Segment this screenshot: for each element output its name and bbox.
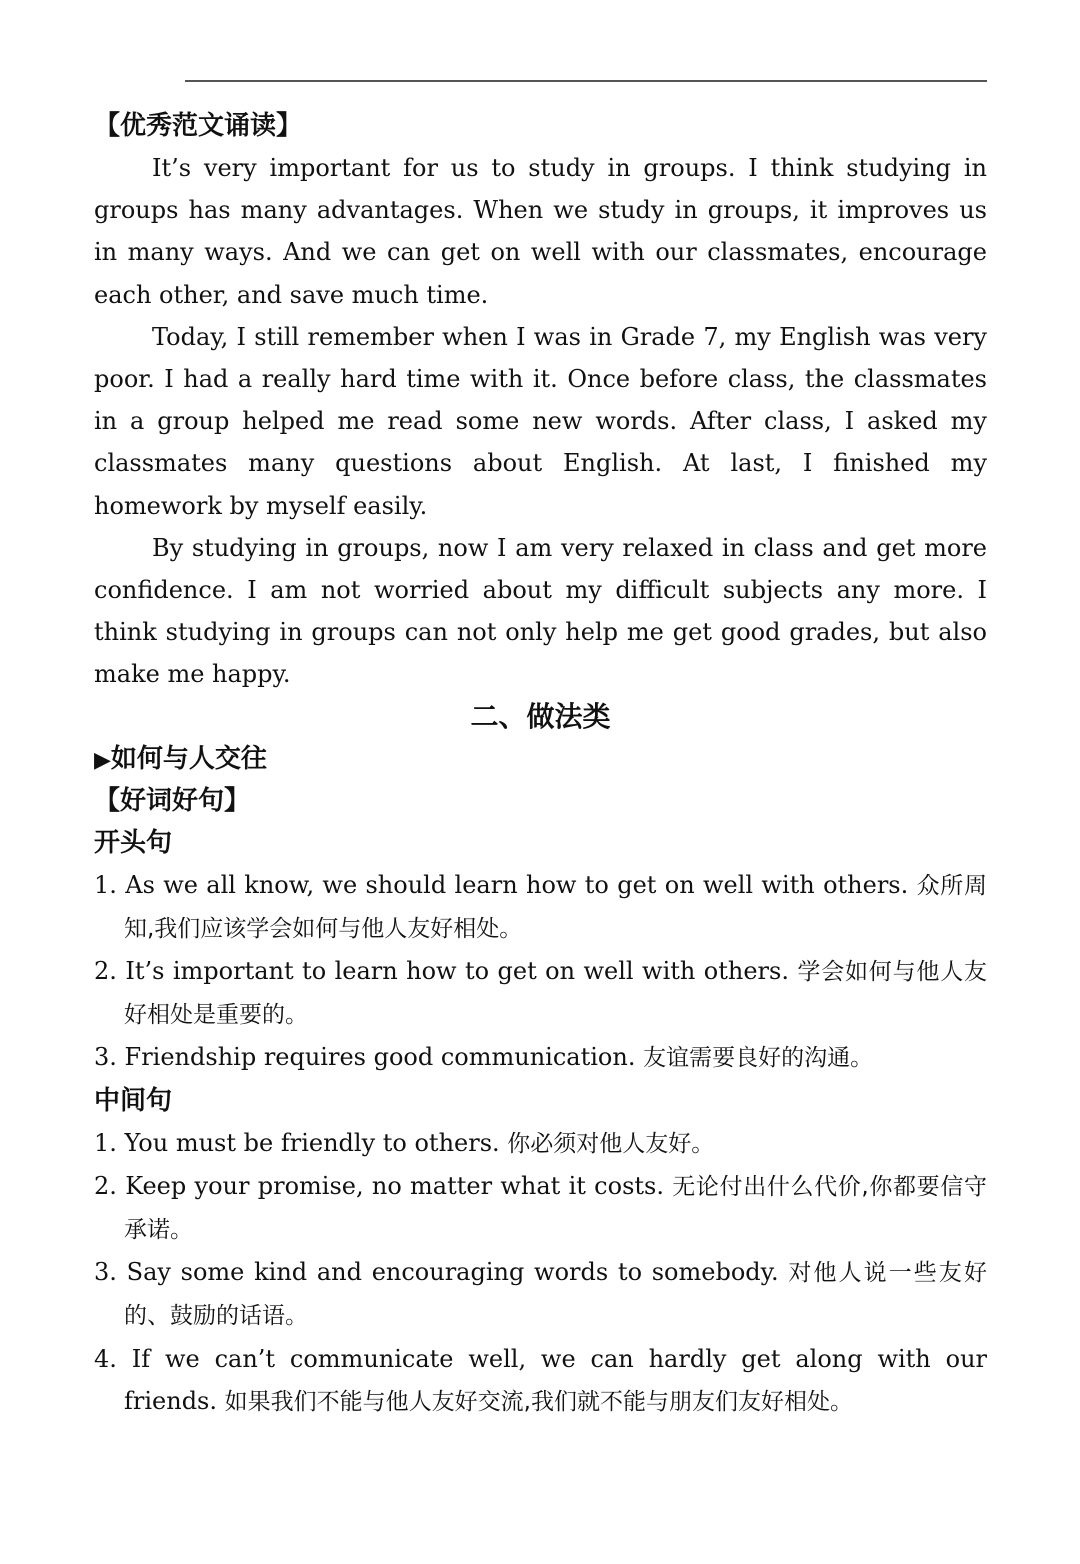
triangle-icon: ▶ (94, 747, 111, 773)
essay-paragraph-2: Today, I still remember when I was in Grade 7, my English was very poor. I had a really hard time with it. Once before class, the classmates in a group helped me read some new words. After class, I asked my classmates many questions about English. At last, I finished my homework by myself easily. (94, 322, 987, 520)
item-number: 3. (94, 1258, 117, 1287)
item-number: 3. (94, 1043, 117, 1072)
item-number: 1. (94, 870, 117, 899)
item-number: 4. (94, 1344, 117, 1373)
item-english: As we all know, we should learn how to get on well with others. (125, 870, 909, 899)
middle-item-2 (94, 1165, 987, 1251)
item-chinese: 对他人说一些友好的、鼓励的话语。 (124, 1260, 987, 1330)
essay-heading: 【优秀范文诵读】 (94, 111, 303, 141)
item-english: Friendship requires good communication. (124, 1043, 636, 1072)
item-chinese: 学会如何与他人友好相处是重要的。 (124, 959, 987, 1029)
topic-heading (94, 738, 987, 780)
item-chinese: 如果我们不能与他人友好交流,我们就不能与朋友们友好相处。 (224, 1388, 853, 1415)
middle-item-4 (94, 1338, 987, 1423)
item-english: It’s important to learn how to get on well with others. (125, 957, 789, 986)
item-number: 2. (94, 957, 117, 986)
opening-item-3 (94, 1036, 987, 1079)
item-english: Keep your promise, no matter what it costs. (125, 1171, 664, 1200)
item-english: You must be friendly to others. (124, 1128, 500, 1157)
middle-heading: 中间句 (94, 1085, 173, 1116)
item-english: Say some kind and encouraging words to somebody. (126, 1258, 779, 1287)
top-rule (185, 80, 987, 82)
item-number: 2. (94, 1171, 117, 1200)
phrases-heading: 【好词好句】 (94, 785, 251, 816)
section-title: 二、做法类 (470, 699, 611, 733)
item-english: If we can’t communicate well, we can hardly get along with our friends. (124, 1344, 987, 1415)
middle-item-3 (94, 1251, 987, 1337)
item-chinese: 众所周知,我们应该学会如何与他人友好相处。 (124, 872, 988, 942)
opening-heading: 开头句 (94, 827, 173, 858)
item-chinese: 你必须对他人友好。 (507, 1130, 715, 1157)
item-chinese: 友谊需要良好的沟通。 (643, 1045, 874, 1072)
opening-item-2 (94, 950, 987, 1036)
item-chinese: 无论付出什么代价,你都要信守承诺。 (124, 1173, 987, 1244)
item-number: 1. (94, 1128, 117, 1157)
middle-item-1 (94, 1122, 987, 1165)
topic-label: 如何与人交往 (110, 743, 267, 774)
opening-item-1 (94, 864, 987, 950)
essay-paragraph-1: It’s very important for us to study in groups. I think studying in groups has many advantages. When we study in groups, it improves us in many ways. And we can get on well with our classmates, encourage each other, and save much time. (94, 154, 987, 309)
essay-paragraph-3: By studying in groups, now I am very relaxed in class and get more confidence. I am not worried about my difficult subjects any more. I think studying in groups can not only help me get good grades, but also make me happy. (94, 533, 987, 689)
page-content (94, 105, 987, 1423)
